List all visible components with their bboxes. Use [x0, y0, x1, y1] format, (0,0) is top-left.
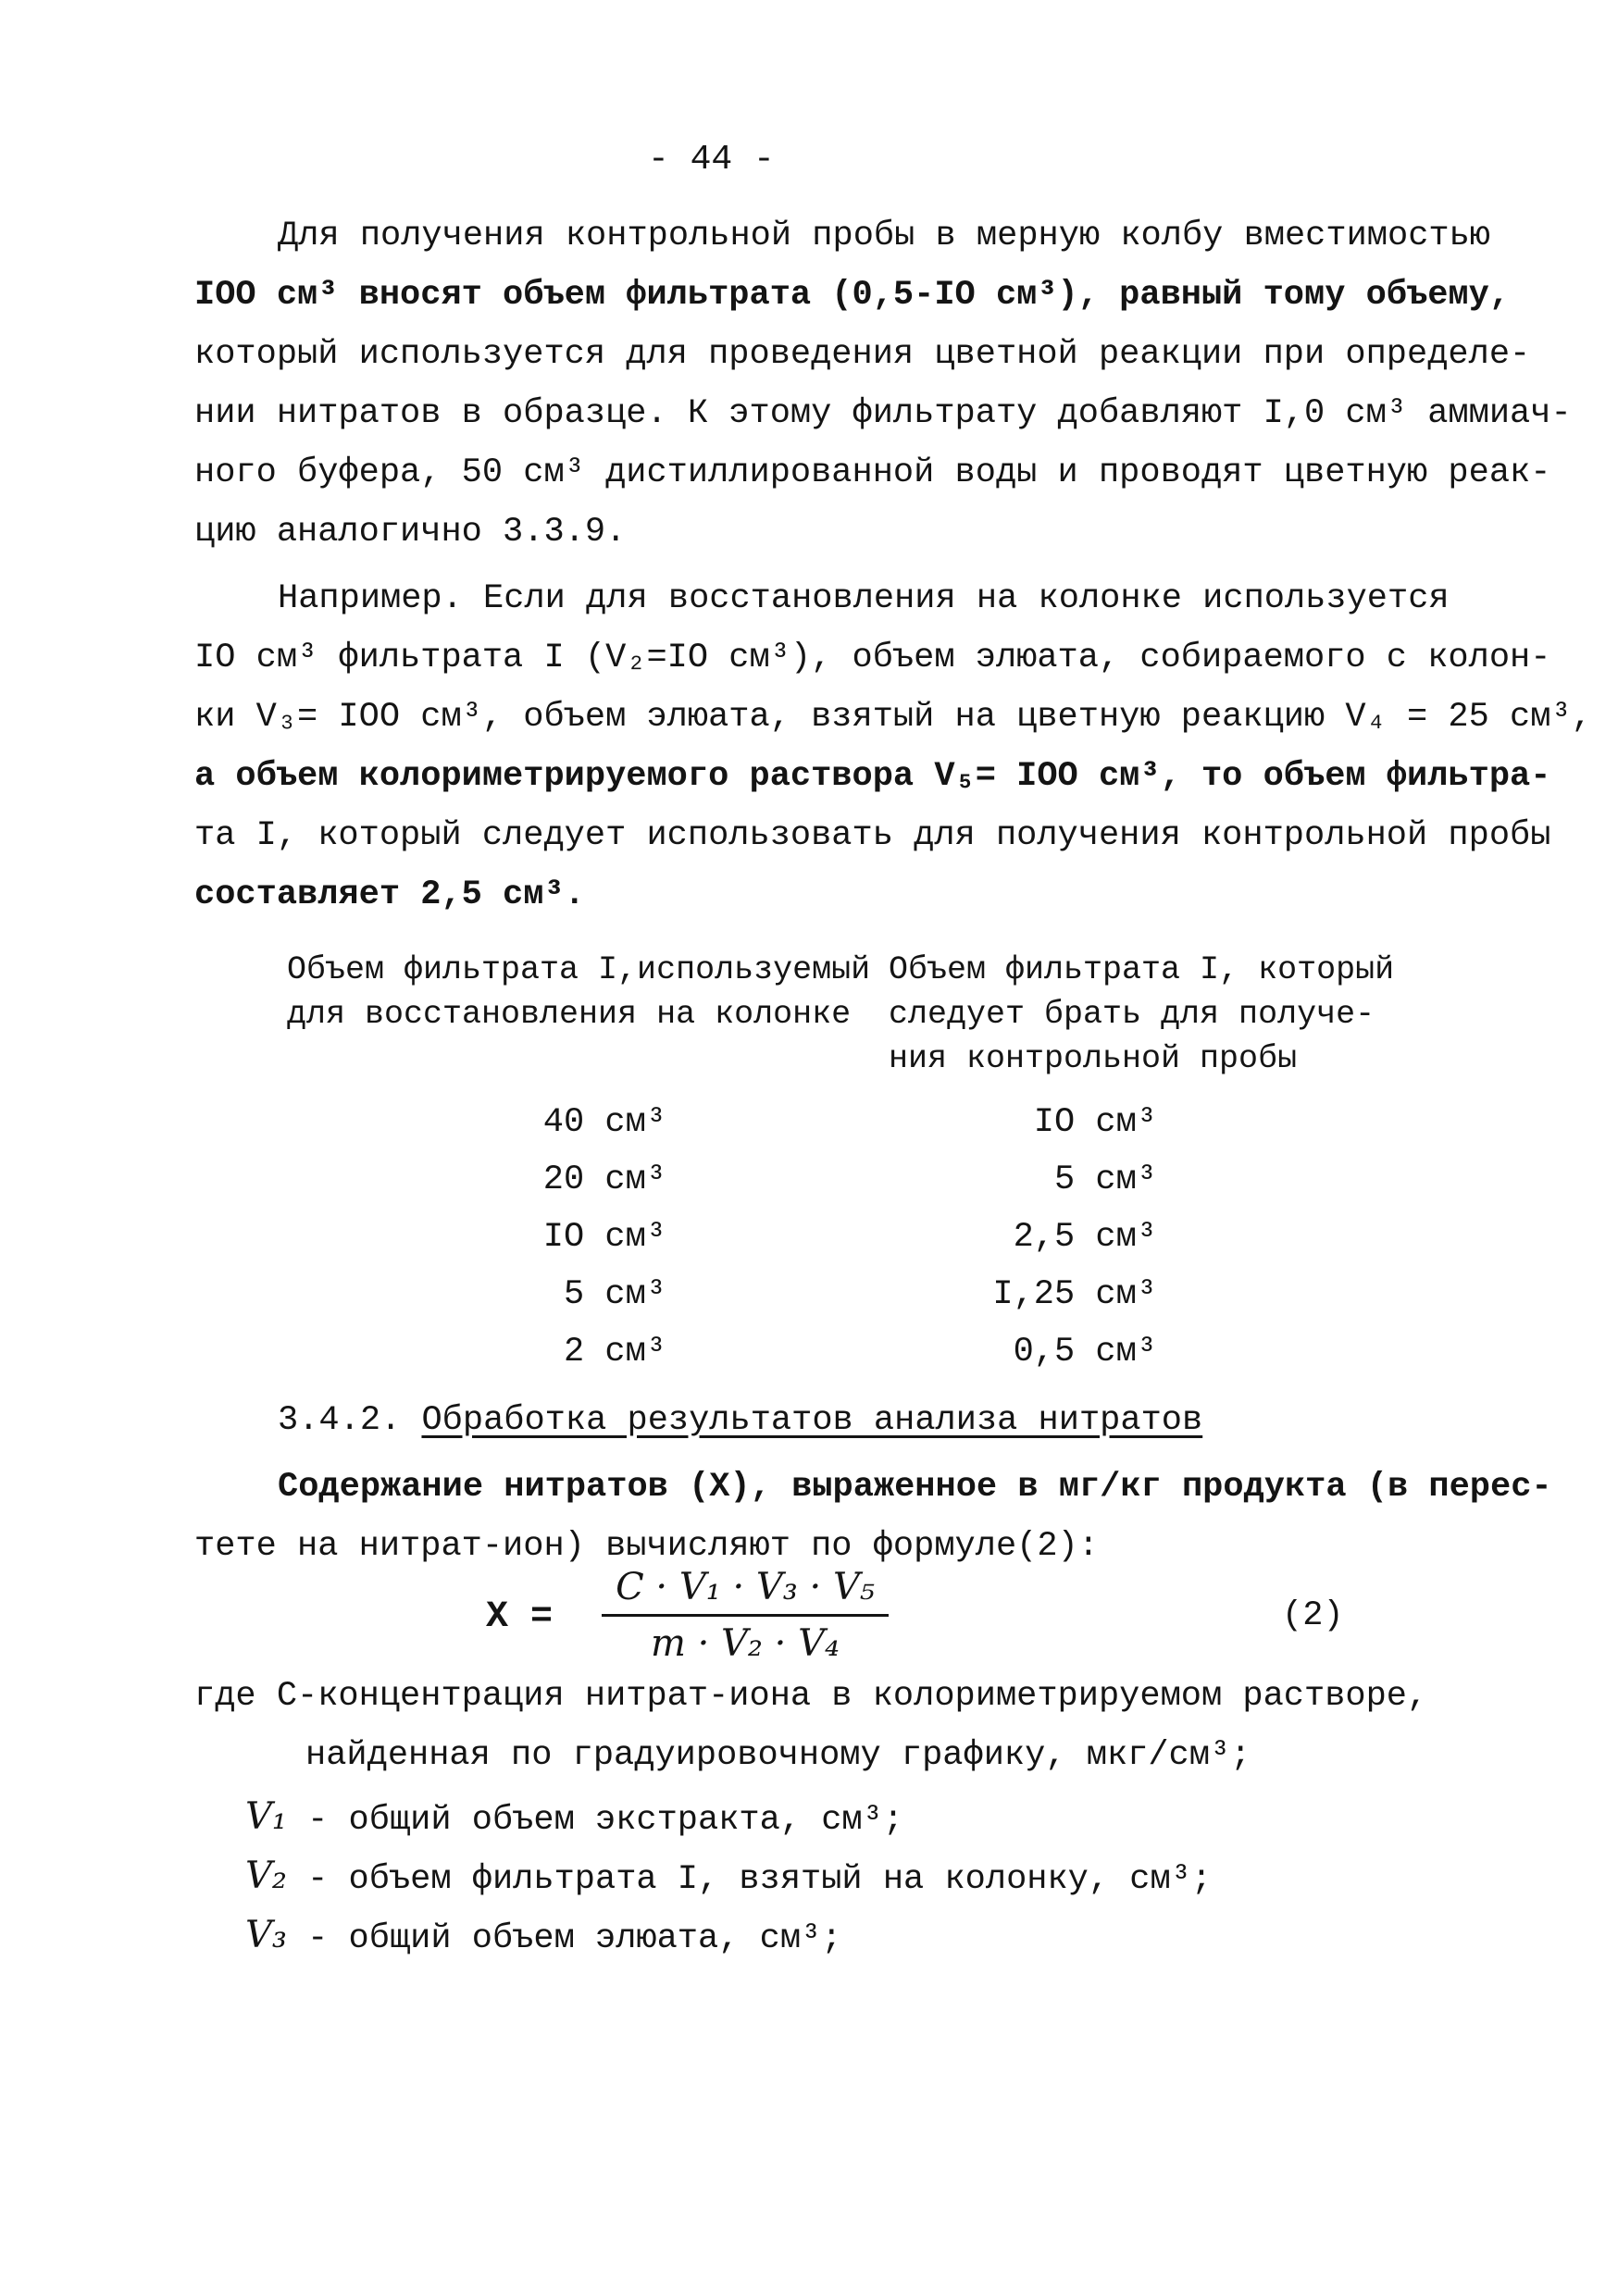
para3-line-1: Содержание нитратов (X), выраженное в мг/кг продукта (в перес-	[278, 1468, 1552, 1507]
para1-line-2: IOO см³ вносят объем фильтрата (0,5-IO см³), равный тому объему,	[194, 276, 1511, 315]
table-cell-r2c1: 20 см³	[542, 1160, 666, 1199]
table-cell-r2c2: 5 см³	[1053, 1160, 1157, 1199]
legend-text: - общий объем элюата, см³;	[307, 1919, 842, 1958]
legend-item-v2	[245, 1855, 1212, 1901]
table-col2-header-line-2: следует брать для получе-	[889, 996, 1375, 1033]
para1-line-3: который используется для проведения цветной реакции при определе-	[194, 335, 1531, 374]
para1-line-6: цию аналогично 3.3.9.	[194, 513, 627, 552]
fraction-bar	[602, 1614, 889, 1617]
section-number: 3.4.2.	[278, 1401, 402, 1440]
table-col2-header-line-3: ния контрольной пробы	[889, 1040, 1298, 1077]
para2-line-3: ки V₃= IOO см³, объем элюата, взятый на цветную реакцию V₄ = 25 см³,	[194, 698, 1592, 737]
formula-lhs: X =	[486, 1596, 554, 1638]
formula-denominator: m · V₂ · V₄	[650, 1622, 840, 1665]
table-col1-header-line-1: Объем фильтрата I,используемый	[287, 951, 871, 988]
para2-line-2: IO см³ фильтрата I (V₂=IO см³), объем элюата, собираемого с колон-	[194, 639, 1551, 677]
para1-line-5: ного буфера, 50 см³ дистиллированной воды и проводят цветную реак-	[194, 453, 1551, 492]
legend-where-line-2: найденная по градуировочному графику, мкг/см³;	[305, 1736, 1251, 1775]
para2-line-1: Например. Если для восстановления на колонке используется	[278, 579, 1450, 618]
table-cell-r4c2: I,25 см³	[992, 1275, 1157, 1314]
para1-line-4: нии нитратов в образце. К этому фильтрату добавляют I,0 см³ аммиач-	[194, 394, 1572, 433]
legend-item-v1	[245, 1795, 903, 1842]
para3-line-2: тете на нитрат-ион) вычисляют по формуле(2):	[194, 1527, 1099, 1566]
table-cell-r5c2: 0,5 см³	[1013, 1333, 1157, 1371]
legend-symbol: V₃	[245, 1914, 287, 1956]
table-cell-r3c1: IO см³	[542, 1218, 666, 1257]
legend-symbol: V₂	[245, 1855, 287, 1897]
table-col1-header-line-2: для восстановления на колонке	[287, 996, 852, 1033]
legend-text: - объем фильтрата I, взятый на колонку, см³;	[307, 1860, 1213, 1899]
legend-where-line-1: где С-концентрация нитрат-иона в колориметрируемом растворе,	[194, 1677, 1428, 1716]
page-number: - 44 -	[648, 140, 775, 180]
section-title: Обработка результатов анализа нитратов	[421, 1401, 1203, 1440]
para2-line-6: составляет 2,5 см³.	[194, 875, 585, 914]
formula-fraction	[592, 1564, 898, 1667]
table-cell-r1c2: IO см³	[1033, 1103, 1157, 1142]
table-col2-header-line-1: Объем фильтрата I, который	[889, 951, 1395, 988]
legend-text: - общий объем экстракта, см³;	[307, 1801, 904, 1840]
table-cell-r1c1: 40 см³	[542, 1103, 666, 1142]
legend-item-v3	[245, 1914, 841, 1960]
legend-symbol: V₁	[245, 1795, 287, 1838]
table-cell-r4c1: 5 см³	[563, 1275, 666, 1314]
table-cell-r5c1: 2 см³	[563, 1333, 666, 1371]
para2-line-5: та I, который следует использовать для получения контрольной пробы	[194, 816, 1551, 855]
formula-numerator: C · V₁ · V₃ · V₅	[616, 1566, 875, 1608]
formula-number: (2)	[1282, 1596, 1344, 1635]
para1-line-1: Для получения контрольной пробы в мерную колбу вместимостью	[278, 217, 1491, 255]
para2-line-4: а объем колориметрируемого раствора V₅= IOO см³, то объем фильтра-	[194, 757, 1551, 796]
section-heading	[278, 1399, 1202, 1442]
table-cell-r3c2: 2,5 см³	[1013, 1218, 1157, 1257]
